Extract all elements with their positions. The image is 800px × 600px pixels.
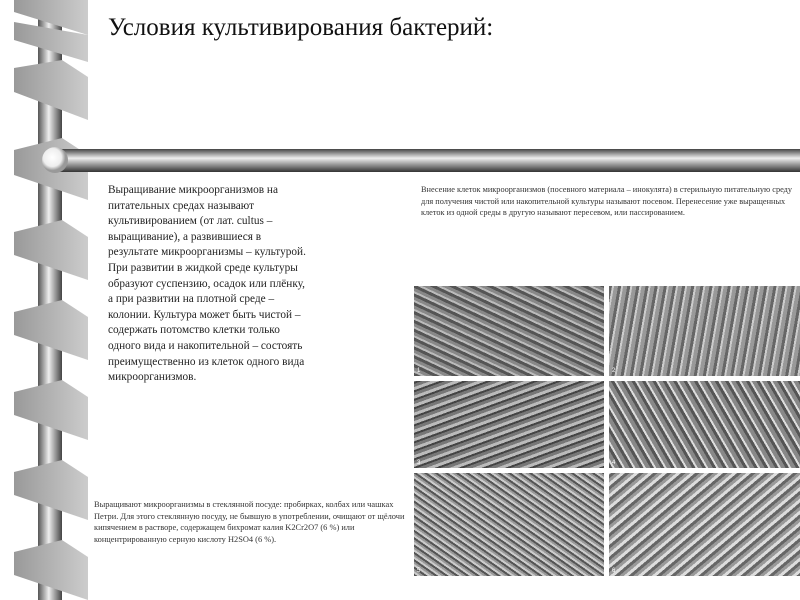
photo-label: 4 [612,460,616,466]
glassware-text: Выращивают микроорганизмы в стеклянной посуде: пробирках, колбах или чашках Петри. Для этого стеклянную посуду, не бывшую в употреблении, очищают от щёлочи кипячением в растворе, содержащем бихромат калия K2Cr2O7 (6 %) или концентрированную серную кислоту H2SO4 (6 %). [94,500,405,545]
bacteria-photo-3 [413,380,605,469]
photo-label: 2 [612,368,616,374]
bacteria-photo-5 [413,472,605,577]
bacteria-photo-2 [608,285,800,377]
photo-label: 3 [417,460,421,466]
photo-label: 5 [417,568,421,574]
bacteria-photo-1 [413,285,605,377]
photo-label: 1 [417,368,421,374]
page-title: Условия культивирования бактерий: [108,14,494,41]
photo-label: 6 [612,568,616,574]
bacteria-photo-6 [608,472,800,577]
cultivation-definition-text: Выращивание микроорганизмов на питательных средах называют культивированием (от лат. cultus – выращивание), а развившиеся в результате микроорганизмы – культурой. При развитии в жидкой среде культуры образуют суспензию, осадок или плёнку, а при развитии на плотной среде – колонии. Культура может быть чистой – содержать потомство клетки только одного вида и накопительной – состоять преимущественно из клеток одного вида микроорганизмов. [108,184,306,384]
inoculation-text: Внесение клеток микроорганизмов (посевного материала – инокулята) в стерильную питательную среду для получения чистой или накопительной культуры называют посевом. Перенесение уже выращенных клеток из одной среды в другую называют пересевом, или пассированием. [421,185,793,218]
bacteria-photo-4 [608,380,800,469]
